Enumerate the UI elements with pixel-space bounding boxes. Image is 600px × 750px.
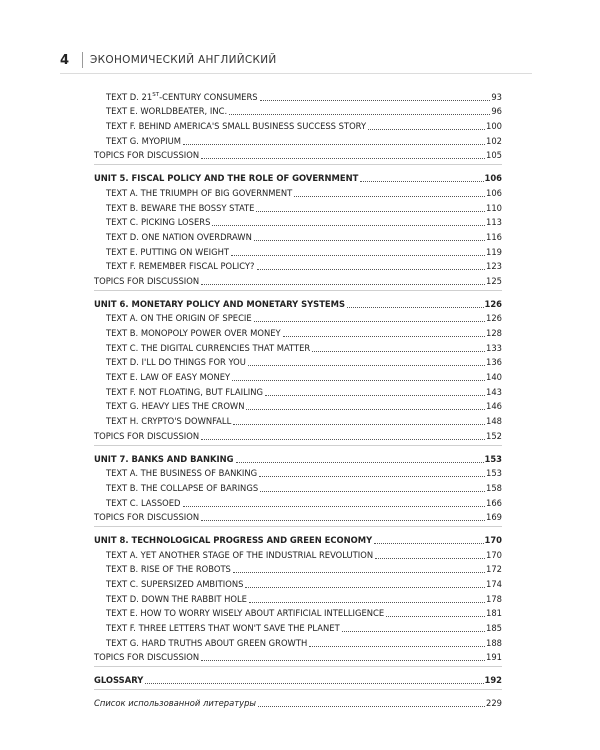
dot-leader bbox=[374, 543, 483, 544]
toc-entry-page: 172 bbox=[486, 564, 502, 575]
toc-entry-label: UNIT 7. BANKS AND BANKING bbox=[94, 453, 234, 464]
toc-entry bbox=[94, 634, 502, 649]
dot-leader bbox=[256, 211, 485, 212]
toc-entry-page: 169 bbox=[486, 512, 502, 523]
toc-entry-page: 140 bbox=[486, 372, 502, 383]
toc-entry-page: 126 bbox=[486, 313, 502, 324]
toc-entry-label: Список использованной литературы bbox=[94, 697, 257, 708]
unit-8-section bbox=[94, 531, 502, 663]
dot-leader bbox=[342, 631, 485, 632]
dot-leader bbox=[259, 476, 485, 477]
toc-entry-page: 170 bbox=[484, 534, 502, 545]
toc-entry bbox=[94, 605, 502, 620]
unit-5-section bbox=[94, 169, 502, 287]
dot-leader bbox=[386, 616, 485, 617]
toc-entry-page: 229 bbox=[486, 697, 502, 708]
toc-entry-label: TEXT G. HARD TRUTHS ABOUT GREEN GROWTH bbox=[106, 637, 308, 648]
toc-entry-page: 102 bbox=[486, 135, 502, 146]
toc-entry bbox=[94, 354, 502, 369]
toc-entry-page: 123 bbox=[486, 261, 502, 272]
section-divider bbox=[94, 445, 502, 446]
toc-entry-label: UNIT 6. MONETARY POLICY AND MONETARY SYSTEMS bbox=[94, 298, 345, 309]
toc-entry-page: 133 bbox=[486, 342, 502, 353]
dot-leader bbox=[254, 321, 485, 322]
toc-topics bbox=[94, 649, 502, 664]
toc-entry-label: TOPICS FOR DISCUSSION bbox=[94, 430, 200, 441]
toc-entry-label: TEXT F. THREE LETTERS THAT WON'T SAVE THE PLANET bbox=[106, 623, 340, 634]
toc-entry-label: TEXT C. LASSOED bbox=[106, 497, 181, 508]
toc-entry-page: 136 bbox=[486, 357, 502, 368]
toc-entry-page: 106 bbox=[484, 173, 502, 184]
toc-entry bbox=[94, 228, 502, 243]
toc-entry bbox=[94, 619, 502, 634]
toc-entry-label: TEXT D. 21ST-CENTURY CONSUMERS bbox=[106, 91, 258, 102]
toc-entry bbox=[94, 324, 502, 339]
toc-entry bbox=[94, 310, 502, 325]
toc-entry-label: TEXT B. RISE OF THE ROBOTS bbox=[106, 564, 231, 575]
toc-entry bbox=[94, 561, 502, 576]
dot-leader bbox=[254, 240, 485, 241]
dot-leader bbox=[236, 462, 484, 463]
toc-entry bbox=[94, 88, 502, 103]
toc-unit-title bbox=[94, 531, 502, 546]
toc-unit-title bbox=[94, 450, 502, 465]
page-number: 4 bbox=[60, 52, 70, 68]
toc-entry-page: 128 bbox=[486, 328, 502, 338]
toc-entry bbox=[94, 575, 502, 590]
toc-entry bbox=[94, 479, 502, 494]
toc-entry-label: TEXT F. BEHIND AMERICA'S SMALL BUSINESS SUCCESS STORY bbox=[106, 121, 367, 132]
dot-leader bbox=[201, 284, 485, 285]
toc-topics bbox=[94, 272, 502, 287]
toc-entry-label: UNIT 5. FISCAL POLICY AND THE ROLE OF GOVERNMENT bbox=[94, 173, 359, 184]
toc-entry-label: TEXT C. THE DIGITAL CURRENCIES THAT MATTER bbox=[106, 342, 311, 353]
toc-entry-label: TEXT H. CRYPTO'S DOWNFALL bbox=[106, 416, 232, 427]
dot-leader bbox=[260, 100, 491, 101]
toc-entry-page: 152 bbox=[486, 430, 502, 441]
header-divider bbox=[82, 52, 83, 68]
header-rule bbox=[60, 73, 532, 74]
toc-entry-label: TEXT D. I'LL DO THINGS FOR YOU bbox=[106, 357, 246, 368]
dot-leader bbox=[258, 706, 485, 707]
toc-entry-label: TEXT B. BEWARE THE BOSSY STATE bbox=[106, 202, 255, 213]
dot-leader bbox=[312, 351, 485, 352]
toc-entry-label: TEXT E. PUTTING ON WEIGHT bbox=[106, 246, 230, 257]
toc-references bbox=[94, 694, 502, 709]
toc-entry-page: 153 bbox=[484, 453, 502, 464]
toc-topics bbox=[94, 427, 502, 442]
toc-entry-label: TEXT E. WORLDBEATER, INC. bbox=[106, 106, 228, 117]
dot-leader bbox=[201, 660, 485, 661]
toc-entry-label: TEXT A. ON THE ORIGIN OF SPECIE bbox=[106, 313, 252, 324]
toc-entry-page: 93 bbox=[491, 91, 502, 102]
dot-leader bbox=[368, 129, 485, 130]
dot-leader bbox=[233, 572, 485, 573]
dot-leader bbox=[246, 409, 485, 410]
toc-entry bbox=[94, 546, 502, 561]
toc-entry bbox=[94, 103, 502, 118]
running-header bbox=[60, 50, 530, 70]
toc-entry-page: 125 bbox=[486, 275, 502, 286]
dot-leader bbox=[232, 380, 485, 381]
dot-leader bbox=[248, 365, 485, 366]
toc-entry-page: 170 bbox=[486, 549, 502, 560]
dot-leader bbox=[294, 196, 485, 197]
unit-6-section bbox=[94, 295, 502, 442]
unit-7-section bbox=[94, 450, 502, 523]
toc-entry bbox=[94, 184, 502, 199]
toc-unit-title bbox=[94, 295, 502, 310]
dot-leader bbox=[201, 439, 485, 440]
toc-entry-label: TEXT G. HEAVY LIES THE CROWN bbox=[106, 401, 245, 412]
toc-entry-page: 185 bbox=[486, 623, 502, 634]
toc-entry-page: 181 bbox=[486, 608, 502, 619]
dot-leader bbox=[212, 225, 485, 226]
dot-leader bbox=[283, 336, 485, 337]
toc-entry-label: UNIT 8. TECHNOLOGICAL PROGRESS AND GREEN ECONOMY bbox=[94, 534, 373, 545]
toc-entry-page: 119 bbox=[486, 246, 502, 257]
toc-entry-label: TEXT C. PICKING LOSERS bbox=[106, 217, 211, 228]
toc-entry-page: 174 bbox=[486, 579, 502, 589]
toc-entry bbox=[94, 117, 502, 132]
toc-entry bbox=[94, 214, 502, 229]
toc-entry bbox=[94, 590, 502, 605]
dot-leader bbox=[233, 424, 485, 425]
toc-unit-title bbox=[94, 169, 502, 184]
dot-leader bbox=[260, 491, 485, 492]
toc-entry-label: TEXT A. THE BUSINESS OF BANKING bbox=[106, 468, 258, 479]
dot-leader bbox=[309, 646, 485, 647]
toc-entry-label: TEXT G. MYOPIUM bbox=[106, 135, 181, 146]
dot-leader bbox=[265, 395, 485, 396]
toc-entry-label: TEXT A. THE TRIUMPH OF BIG GOVERNMENT bbox=[106, 187, 293, 198]
table-of-contents bbox=[94, 88, 502, 709]
toc-entry-page: 105 bbox=[486, 150, 502, 161]
toc-entry-page: 100 bbox=[486, 121, 502, 132]
dot-leader bbox=[229, 114, 490, 115]
toc-entry-page: 96 bbox=[491, 106, 502, 117]
toc-topics bbox=[94, 509, 502, 524]
toc-entry-page: 191 bbox=[486, 652, 502, 663]
dot-leader bbox=[201, 158, 485, 159]
toc-glossary bbox=[94, 671, 502, 686]
toc-entry-page: 148 bbox=[486, 416, 502, 427]
dot-leader bbox=[347, 307, 484, 308]
toc-entry bbox=[94, 258, 502, 273]
toc-entry-label: TEXT D. ONE NATION OVERDRAWN bbox=[106, 231, 252, 242]
toc-entry-label: TEXT B. MONOPOLY POWER OVER MONEY bbox=[106, 328, 281, 338]
toc-entry-label: TEXT D. DOWN THE RABBIT HOLE bbox=[106, 593, 247, 604]
toc-entry-label: TEXT F. REMEMBER FISCAL POLICY? bbox=[106, 261, 255, 272]
toc-entry-page: 113 bbox=[486, 217, 502, 228]
section-divider bbox=[94, 666, 502, 667]
toc-topics bbox=[94, 147, 502, 162]
toc-entry-page: 110 bbox=[486, 202, 502, 213]
section-divider bbox=[94, 164, 502, 165]
toc-entry-page: 126 bbox=[484, 298, 502, 309]
toc-entry bbox=[94, 199, 502, 214]
dot-leader bbox=[183, 144, 485, 145]
toc-entry-label: TEXT E. HOW TO WORRY WISELY ABOUT ARTIFICIAL INTELLIGENCE bbox=[106, 608, 385, 619]
toc-entry bbox=[94, 339, 502, 354]
toc-entry-page: 153 bbox=[486, 468, 502, 479]
toc-entry bbox=[94, 132, 502, 147]
toc-entry-label: TOPICS FOR DISCUSSION bbox=[94, 512, 200, 523]
toc-entry bbox=[94, 412, 502, 427]
toc-entry-label: TOPICS FOR DISCUSSION bbox=[94, 652, 200, 663]
section-divider bbox=[94, 689, 502, 690]
toc-entry bbox=[94, 383, 502, 398]
toc-entry-label: TEXT E. LAW OF EASY MONEY bbox=[106, 372, 231, 383]
toc-entry-page: 158 bbox=[486, 482, 502, 493]
dot-leader bbox=[257, 269, 486, 270]
toc-entry-label: TEXT F. NOT FLOATING, BUT FLAILING bbox=[106, 386, 263, 397]
toc-entry-page: 178 bbox=[486, 593, 502, 604]
book-title: ЭКОНОМИЧЕСКИЙ АНГЛИЙСКИЙ bbox=[90, 54, 277, 66]
toc-entry-label: TOPICS FOR DISCUSSION bbox=[94, 150, 200, 161]
toc-entry bbox=[94, 368, 502, 383]
dot-leader bbox=[145, 683, 483, 684]
toc-entry-page: 188 bbox=[486, 637, 502, 648]
dot-leader bbox=[375, 558, 485, 559]
toc-entry-label: TEXT C. SUPERSIZED AMBITIONS bbox=[106, 579, 244, 589]
toc-entry bbox=[94, 243, 502, 258]
toc-entry-label: TEXT B. THE COLLAPSE OF BARINGS bbox=[106, 482, 259, 493]
dot-leader bbox=[201, 520, 485, 521]
toc-entry-label: TOPICS FOR DISCUSSION bbox=[94, 275, 200, 286]
toc-entry-page: 143 bbox=[486, 386, 502, 397]
section-divider bbox=[94, 290, 502, 291]
toc-entry bbox=[94, 494, 502, 509]
toc-entry-label: GLOSSARY bbox=[94, 675, 144, 686]
toc-entry-page: 166 bbox=[486, 497, 502, 508]
toc-entry-page: 192 bbox=[484, 675, 502, 686]
toc-entry bbox=[94, 465, 502, 480]
section-divider bbox=[94, 526, 502, 527]
toc-entry-page: 116 bbox=[486, 231, 502, 242]
toc-entry-label: TEXT A. YET ANOTHER STAGE OF THE INDUSTRIAL REVOLUTION bbox=[106, 549, 374, 560]
dot-leader bbox=[231, 255, 485, 256]
toc-entry bbox=[94, 398, 502, 413]
dot-leader bbox=[183, 506, 486, 507]
toc-entry-page: 106 bbox=[486, 187, 502, 198]
dot-leader bbox=[360, 181, 483, 182]
toc-entry-page: 146 bbox=[486, 401, 502, 412]
dot-leader bbox=[245, 587, 485, 588]
dot-leader bbox=[249, 602, 485, 603]
